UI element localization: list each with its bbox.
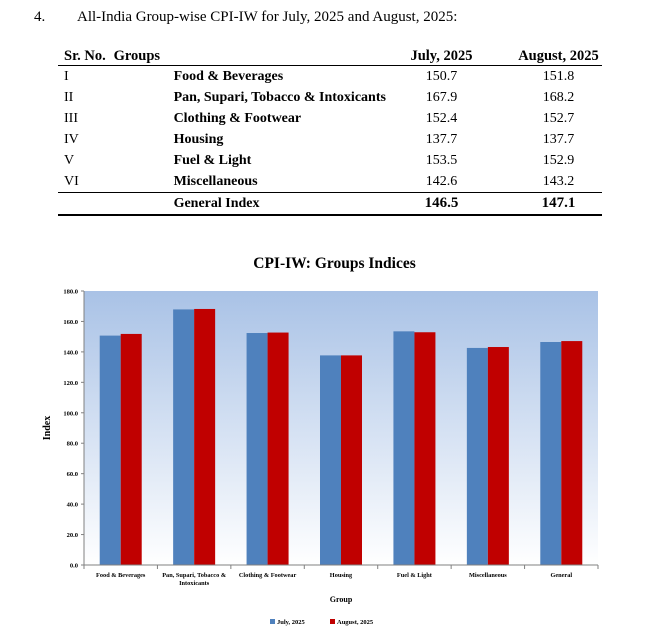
y-axis-label: Index	[42, 415, 53, 441]
x-tick-label: Food & Beverages	[96, 572, 146, 579]
table-row	[58, 150, 602, 171]
x-tick-label: General	[550, 572, 573, 579]
row-gap	[475, 150, 515, 171]
row-july-value: 137.7	[425, 131, 458, 147]
table-row	[58, 66, 602, 88]
legend-label: August, 2025	[337, 619, 374, 626]
row-group: Miscellaneous	[173, 173, 258, 189]
row-august-value: 168.2	[542, 89, 575, 105]
row-july-value: 150.7	[425, 68, 458, 84]
y-tick-label: 180.0	[63, 288, 78, 296]
y-tick-label: 20.0	[66, 532, 78, 540]
total-august-value: 147.1	[515, 193, 602, 216]
bar-august	[488, 347, 509, 565]
row-august-value: 137.7	[542, 131, 575, 147]
table-row	[58, 87, 602, 108]
row-gap	[475, 171, 515, 193]
chart-title: CPI-IW: Groups Indices	[253, 255, 416, 272]
row-july-value: 167.9	[425, 89, 458, 105]
bar-july	[320, 355, 341, 565]
y-tick-label: 60.0	[66, 471, 78, 479]
row-group: Clothing & Footwear	[173, 110, 302, 126]
row-gap	[475, 108, 515, 129]
row-sr: VI	[64, 173, 79, 189]
table-row	[58, 108, 602, 129]
legend-label: July, 2025	[277, 619, 305, 626]
total-gap	[475, 193, 515, 216]
total-sr	[58, 193, 110, 216]
row-group: Fuel & Light	[173, 152, 252, 168]
row-sr: I	[64, 68, 69, 84]
header-july: July, 2025	[408, 47, 475, 66]
x-tick-label: Housing	[329, 572, 353, 579]
table-header-row	[58, 47, 602, 66]
row-sr: V	[64, 152, 75, 168]
bar-july	[247, 333, 268, 565]
bar-august	[561, 341, 582, 565]
section-title: All-India Group-wise CPI-IW for July, 2025 and August, 2025:	[77, 9, 458, 25]
y-tick-label: 80.0	[66, 440, 78, 448]
header-sr-no: Sr. No.	[58, 47, 110, 66]
row-july-value: 152.4	[425, 110, 458, 126]
legend	[270, 619, 374, 626]
table-row	[58, 129, 602, 150]
row-sr: III	[64, 110, 78, 126]
legend-swatch	[270, 619, 275, 624]
x-tick-label: Clothing & Footwear	[238, 572, 297, 579]
row-group: Food & Beverages	[173, 68, 284, 84]
y-tick-label: 40.0	[66, 501, 78, 509]
x-tick-label: Fuel & Light	[396, 572, 432, 579]
row-gap	[475, 87, 515, 108]
bar-july	[393, 331, 414, 565]
bar-august	[121, 334, 142, 565]
x-axis	[84, 565, 598, 587]
row-july-value: 153.5	[425, 152, 458, 168]
bar-august	[194, 309, 215, 565]
bar-july	[100, 336, 121, 565]
y-tick-label: 160.0	[63, 318, 78, 326]
x-tick-label: Intoxicants	[179, 580, 210, 587]
row-group: Housing	[173, 131, 224, 147]
legend-swatch	[330, 619, 335, 624]
section-number: 4.	[34, 9, 46, 25]
row-sr: IV	[64, 131, 79, 147]
total-group: General Index	[110, 193, 408, 216]
row-gap	[475, 66, 515, 88]
header-groups: Groups	[110, 47, 408, 66]
header-august: August, 2025	[515, 47, 602, 66]
row-august-value: 143.2	[542, 173, 575, 189]
cpi-table	[58, 47, 602, 216]
y-tick-label: 140.0	[63, 349, 78, 357]
x-axis-label: Group	[329, 595, 353, 604]
bar-august	[268, 333, 289, 565]
bar-chart	[0, 275, 669, 634]
x-tick-label: Pan, Supari, Tobacco &	[162, 572, 227, 579]
total-july-value: 146.5	[408, 193, 475, 216]
y-tick-label: 0.0	[69, 562, 78, 570]
row-august-value: 152.7	[542, 110, 575, 126]
row-july-value: 142.6	[425, 173, 458, 189]
row-group: Pan, Supari, Tobacco & Intoxicants	[173, 89, 386, 105]
y-tick-label: 120.0	[63, 379, 78, 387]
row-gap	[475, 129, 515, 150]
row-august-value: 151.8	[542, 68, 575, 84]
y-tick-label: 100.0	[63, 410, 78, 418]
y-axis	[63, 289, 84, 570]
x-tick-label: Miscellaneous	[468, 572, 507, 579]
table-row	[58, 171, 602, 193]
header-gap	[475, 47, 515, 66]
bar-august	[414, 332, 435, 565]
row-sr: II	[64, 89, 74, 105]
bar-august	[341, 355, 362, 565]
bar-july	[540, 342, 561, 565]
row-august-value: 152.9	[542, 152, 575, 168]
bar-july	[467, 348, 488, 565]
bar-july	[173, 309, 194, 565]
table-total-row	[58, 193, 602, 216]
